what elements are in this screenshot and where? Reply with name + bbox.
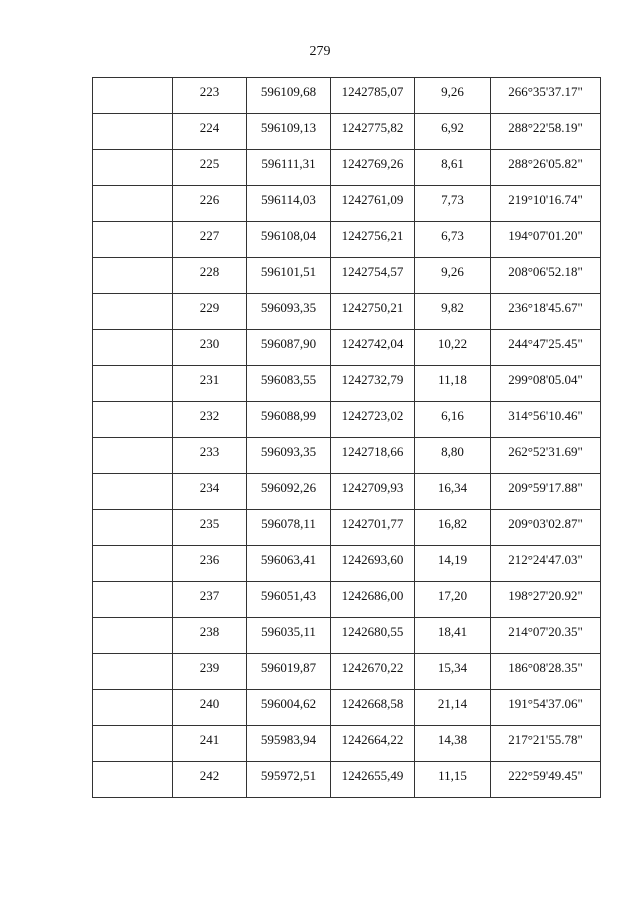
bearing-angle-cell: 244°47'25.45" [491,330,601,366]
table-row [93,150,601,186]
row-blank-cell [93,78,173,114]
x-coordinate-cell: 596101,51 [247,258,331,294]
x-coordinate-cell: 596109,68 [247,78,331,114]
table-row [93,618,601,654]
table-row [93,582,601,618]
row-blank-cell [93,222,173,258]
y-coordinate-cell: 1242742,04 [331,330,415,366]
row-blank-cell [93,474,173,510]
x-coordinate-cell: 596035,11 [247,618,331,654]
distance-cell: 18,41 [415,618,491,654]
coordinates-table-body [93,78,601,798]
table-row [93,366,601,402]
x-coordinate-cell: 596093,35 [247,438,331,474]
x-coordinate-cell: 596093,35 [247,294,331,330]
y-coordinate-cell: 1242750,21 [331,294,415,330]
table-row [93,546,601,582]
y-coordinate-cell: 1242718,66 [331,438,415,474]
point-number-cell: 235 [173,510,247,546]
bearing-angle-cell: 212°24'47.03" [491,546,601,582]
table-row [93,330,601,366]
row-blank-cell [93,114,173,150]
table-row [93,114,601,150]
x-coordinate-cell: 596083,55 [247,366,331,402]
point-number-cell: 234 [173,474,247,510]
point-number-cell: 231 [173,366,247,402]
coordinates-table [92,77,601,798]
point-number-cell: 242 [173,762,247,798]
table-row [93,474,601,510]
distance-cell: 9,26 [415,78,491,114]
bearing-angle-cell: 219°10'16.74" [491,186,601,222]
bearing-angle-cell: 314°56'10.46" [491,402,601,438]
bearing-angle-cell: 288°22'58.19" [491,114,601,150]
distance-cell: 6,73 [415,222,491,258]
table-row [93,762,601,798]
bearing-angle-cell: 191°54'37.06" [491,690,601,726]
y-coordinate-cell: 1242670,22 [331,654,415,690]
table-row [93,438,601,474]
row-blank-cell [93,330,173,366]
table-row [93,294,601,330]
y-coordinate-cell: 1242680,55 [331,618,415,654]
table-row [93,690,601,726]
distance-cell: 9,26 [415,258,491,294]
distance-cell: 8,61 [415,150,491,186]
point-number-cell: 232 [173,402,247,438]
point-number-cell: 238 [173,618,247,654]
row-blank-cell [93,402,173,438]
x-coordinate-cell: 596092,26 [247,474,331,510]
x-coordinate-cell: 596111,31 [247,150,331,186]
row-blank-cell [93,366,173,402]
point-number-cell: 223 [173,78,247,114]
bearing-angle-cell: 186°08'28.35" [491,654,601,690]
distance-cell: 14,19 [415,546,491,582]
bearing-angle-cell: 208°06'52.18" [491,258,601,294]
row-blank-cell [93,294,173,330]
point-number-cell: 230 [173,330,247,366]
distance-cell: 21,14 [415,690,491,726]
distance-cell: 16,34 [415,474,491,510]
distance-cell: 10,22 [415,330,491,366]
x-coordinate-cell: 595983,94 [247,726,331,762]
y-coordinate-cell: 1242701,77 [331,510,415,546]
distance-cell: 6,92 [415,114,491,150]
y-coordinate-cell: 1242668,58 [331,690,415,726]
point-number-cell: 224 [173,114,247,150]
point-number-cell: 241 [173,726,247,762]
distance-cell: 8,80 [415,438,491,474]
point-number-cell: 225 [173,150,247,186]
distance-cell: 9,82 [415,294,491,330]
y-coordinate-cell: 1242693,60 [331,546,415,582]
bearing-angle-cell: 209°03'02.87" [491,510,601,546]
y-coordinate-cell: 1242761,09 [331,186,415,222]
distance-cell: 17,20 [415,582,491,618]
distance-cell: 16,82 [415,510,491,546]
x-coordinate-cell: 596063,41 [247,546,331,582]
x-coordinate-cell: 596109,13 [247,114,331,150]
bearing-angle-cell: 299°08'05.04" [491,366,601,402]
y-coordinate-cell: 1242769,26 [331,150,415,186]
point-number-cell: 236 [173,546,247,582]
row-blank-cell [93,438,173,474]
page-number: 279 [309,44,331,59]
row-blank-cell [93,690,173,726]
row-blank-cell [93,150,173,186]
row-blank-cell [93,510,173,546]
table-row [93,186,601,222]
x-coordinate-cell: 596108,04 [247,222,331,258]
table-row [93,222,601,258]
y-coordinate-cell: 1242655,49 [331,762,415,798]
bearing-angle-cell: 288°26'05.82" [491,150,601,186]
x-coordinate-cell: 596088,99 [247,402,331,438]
point-number-cell: 228 [173,258,247,294]
y-coordinate-cell: 1242732,79 [331,366,415,402]
point-number-cell: 240 [173,690,247,726]
row-blank-cell [93,546,173,582]
x-coordinate-cell: 596087,90 [247,330,331,366]
y-coordinate-cell: 1242756,21 [331,222,415,258]
distance-cell: 7,73 [415,186,491,222]
row-blank-cell [93,762,173,798]
y-coordinate-cell: 1242723,02 [331,402,415,438]
y-coordinate-cell: 1242709,93 [331,474,415,510]
bearing-angle-cell: 217°21'55.78" [491,726,601,762]
distance-cell: 15,34 [415,654,491,690]
row-blank-cell [93,618,173,654]
point-number-cell: 237 [173,582,247,618]
bearing-angle-cell: 262°52'31.69" [491,438,601,474]
point-number-cell: 229 [173,294,247,330]
x-coordinate-cell: 595972,51 [247,762,331,798]
x-coordinate-cell: 596004,62 [247,690,331,726]
y-coordinate-cell: 1242775,82 [331,114,415,150]
x-coordinate-cell: 596114,03 [247,186,331,222]
point-number-cell: 226 [173,186,247,222]
y-coordinate-cell: 1242785,07 [331,78,415,114]
bearing-angle-cell: 214°07'20.35" [491,618,601,654]
table-row [93,78,601,114]
row-blank-cell [93,582,173,618]
y-coordinate-cell: 1242754,57 [331,258,415,294]
table-row [93,258,601,294]
bearing-angle-cell: 209°59'17.88" [491,474,601,510]
table-row [93,726,601,762]
row-blank-cell [93,186,173,222]
distance-cell: 11,15 [415,762,491,798]
table-row [93,402,601,438]
bearing-angle-cell: 236°18'45.67" [491,294,601,330]
point-number-cell: 227 [173,222,247,258]
row-blank-cell [93,726,173,762]
row-blank-cell [93,258,173,294]
distance-cell: 6,16 [415,402,491,438]
point-number-cell: 239 [173,654,247,690]
row-blank-cell [93,654,173,690]
bearing-angle-cell: 222°59'49.45" [491,762,601,798]
x-coordinate-cell: 596051,43 [247,582,331,618]
bearing-angle-cell: 194°07'01.20" [491,222,601,258]
point-number-cell: 233 [173,438,247,474]
bearing-angle-cell: 266°35'37.17" [491,78,601,114]
distance-cell: 14,38 [415,726,491,762]
distance-cell: 11,18 [415,366,491,402]
y-coordinate-cell: 1242664,22 [331,726,415,762]
x-coordinate-cell: 596019,87 [247,654,331,690]
table-row [93,510,601,546]
bearing-angle-cell: 198°27'20.92" [491,582,601,618]
x-coordinate-cell: 596078,11 [247,510,331,546]
y-coordinate-cell: 1242686,00 [331,582,415,618]
table-row [93,654,601,690]
